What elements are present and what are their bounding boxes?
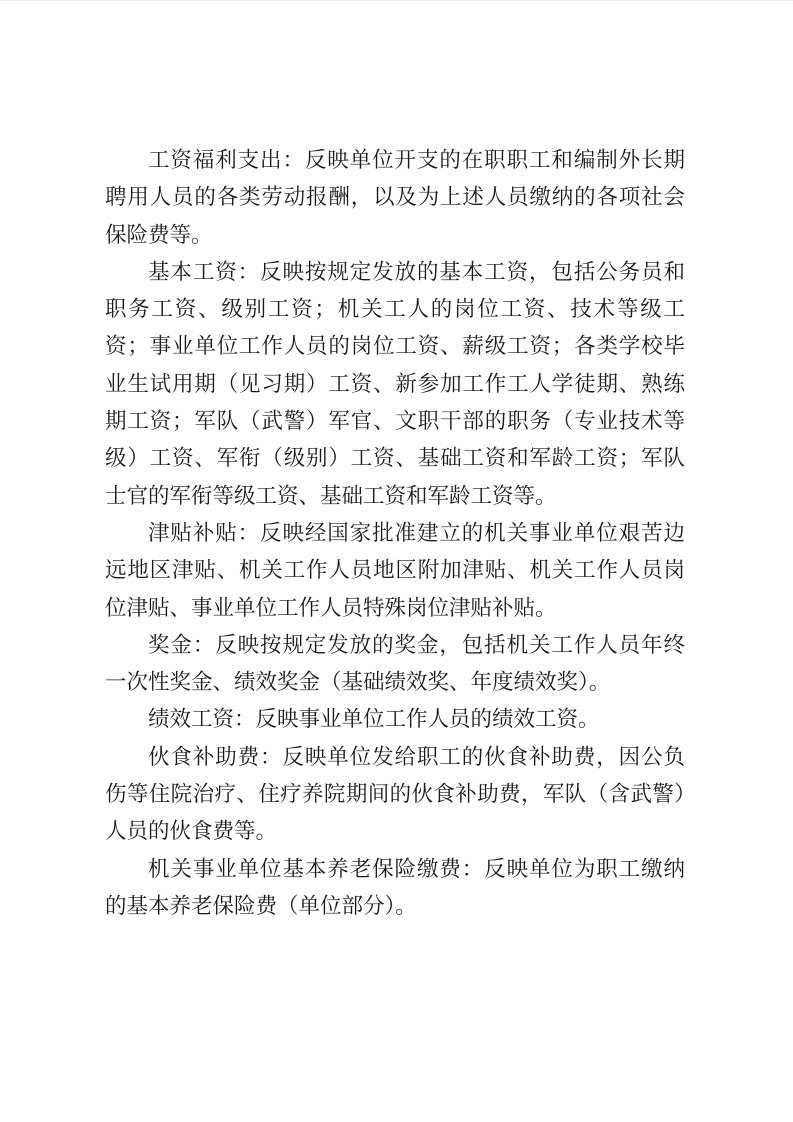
para-performance-pay: 绩效工资：反映事业单位工作人员的绩效工资。 <box>148 707 600 732</box>
para-meal-allowance: 伙食补助费：反映单位发给职工的伙食补助费，因公负伤等住院治疗、住疗养院期间的伙食补助费，军队（含武警）人员的伙食费等。 <box>105 744 685 844</box>
para-bonus: 奖金：反映按规定发放的奖金，包括机关工作人员年终一次性奖金、绩效奖金（基础绩效奖、年度绩效奖）。 <box>105 632 685 695</box>
para-allowances-subsidies: 津贴补贴：反映经国家批准建立的机关事业单位艰苦边远地区津贴、机关工作人员地区附加津贴、机关工作人员岗位津贴、事业单位工作人员特殊岗位津贴补贴。 <box>105 520 685 620</box>
para-salary-welfare-expenditure: 工资福利支出：反映单位开支的在职职工和编制外长期聘用人员的各类劳动报酬，以及为上述人员缴纳的各项社会保险费等。 <box>105 148 685 247</box>
definitions-text-block <box>105 142 685 925</box>
para-pension-contribution: 机关事业单位基本养老保险缴费：反映单位为职工缴纳的基本养老保险费（单位部分）。 <box>105 856 685 918</box>
para-basic-salary: 基本工资：反映按规定发放的基本工资，包括公务员和职务工资、级别工资；机关工人的岗位工资、技术等级工资；事业单位工作人员的岗位工资、薪级工资；各类学校毕业生试用期（见习期）工资、新参加工作工人学徒期、熟练期工资；军队（武警）军官、文职干部的职务（专业技术等级）工资、军衔（级别）工资、基础工资和军龄工资；军队士官的军衔等级工资、基础工资和军龄工资等。 <box>105 259 685 508</box>
